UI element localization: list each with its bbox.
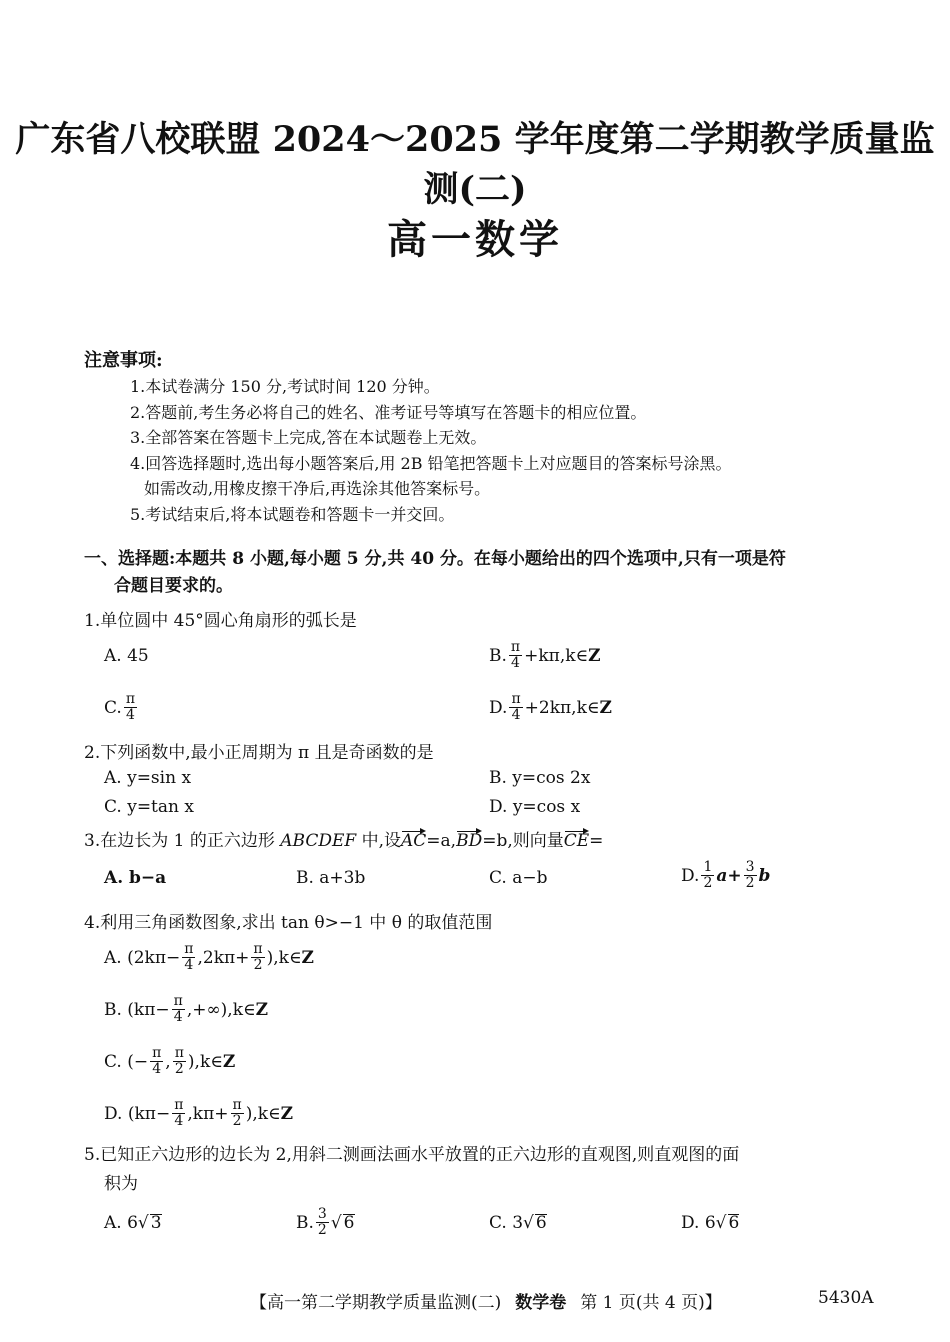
question-4-stem: 4.利用三角函数图象,求出 tan θ>−1 中 θ 的取值范围 [84,913,493,933]
option-text: D. 6 [681,1213,716,1233]
set-symbol: Z [301,947,314,968]
option-text: D. (kπ− [104,1103,171,1124]
radicand: 6 [728,1213,740,1233]
q3-option-c: C. a−b [489,868,548,888]
fraction: $\frac{\pi}{2}$ [253,941,263,973]
fraction: $\frac{1}{2}$ [703,859,713,891]
stem-text: 3.在边长为 1 的正六边形 [84,831,281,851]
fraction: $\frac{3}{2}$ [317,1206,327,1238]
option-text: ),k∈ [266,947,302,968]
notice-list [130,374,732,527]
notice-item: 1.本试卷满分 150 分,考试时间 120 分钟。 [130,377,440,396]
q1-option-d [489,692,612,723]
vector-ce: CE [563,831,590,851]
q4-option-d [104,1098,293,1129]
q5-option-c [489,1213,547,1233]
fraction: $\frac{\pi}{4}$ [510,639,521,671]
q5-option-a [104,1213,162,1233]
footer-exam-name: 【高一第二学期教学质量监测(二) [250,1293,502,1313]
option-text: +2kπ,k∈ [524,697,600,718]
notice-item: 2.答题前,考生务必将自己的姓名、准考证号等填写在答题卡的相应位置。 [130,402,647,422]
set-symbol: Z [280,1103,294,1124]
q2-option-a: A. y=sin x [104,768,192,788]
paper-code: 5430A [818,1288,874,1308]
radicand: 3 [150,1213,162,1233]
q5-option-d [681,1213,739,1233]
exam-title: 广东省八校联盟 2024～2025 学年度第二学期教学质量监测(二) [15,119,935,210]
page-footer [250,1288,722,1313]
option-text: A. 6 [104,1213,138,1233]
fraction: $\frac{\pi}{4}$ [184,941,194,973]
section-heading-line: 一、选择题:本题共 8 小题,每小题 5 分,共 40 分。在每小题给出的四个选项中,只有一项是符 [84,549,786,569]
q2-option-c: C. y=tan x [104,797,194,817]
footer-page-number: 第 1 页(共 4 页)】 [580,1293,722,1313]
stem-text: =a, [426,831,457,851]
set-symbol: Z [222,1051,236,1072]
stem-text: = [589,831,604,851]
option-text: ),k∈ [245,1103,281,1124]
hexagon-name: ABCDEF [280,831,357,851]
stem-text: =b,则向量 [482,831,564,851]
fraction: $\frac{\pi}{4}$ [125,691,136,723]
q4-option-b [104,994,268,1025]
option-label: B. [489,645,507,666]
q4-option-a [104,942,314,973]
question-1-stem: 1.单位圆中 45°圆心角扇形的弧长是 [84,611,357,631]
option-label: D. [489,697,508,718]
radicand: 6 [535,1213,547,1233]
set-symbol: Z [255,999,269,1020]
q1-option-c [104,692,139,723]
notice-item: 3.全部答案在答题卡上完成,答在本试题卷上无效。 [130,428,487,447]
stem-line: 5.已知正六边形的边长为 2,用斜二测画法画水平放置的正六边形的直观图,则直观图的面 [84,1145,740,1165]
option-label: B. [296,1212,314,1233]
q2-option-b: B. y=cos 2x [489,768,591,788]
option-text: +kπ,k∈ [524,645,589,666]
option-text: ,2kπ+ [197,947,250,968]
fraction: $\frac{3}{2}$ [745,859,755,891]
vector-ac: AC [401,831,427,851]
option-label: D. [681,865,700,886]
option-text: ,+∞),k∈ [186,999,256,1020]
q5-option-b [296,1207,355,1238]
option-label: C. [104,697,122,718]
option-text: B. (kπ− [104,999,170,1020]
option-text: , [165,1051,171,1072]
exam-subject-title: 高一数学 [387,216,563,263]
fraction: $\frac{\pi}{4}$ [174,1097,184,1129]
section-heading [84,546,874,600]
sqrt-symbol: √ [715,1213,727,1233]
section-heading-line: 合题目要求的。 [114,576,233,596]
fraction: $\frac{\pi}{2}$ [232,1097,242,1129]
radicand: 6 [343,1212,355,1233]
sqrt-symbol: √ [137,1213,149,1233]
notice-item: 如需改动,用橡皮擦干净后,再选涂其他答案标号。 [144,479,491,498]
question-2-stem: 2.下列函数中,最小正周期为 π 且是奇函数的是 [84,743,434,763]
option-text: ,kπ+ [187,1103,229,1124]
set-symbol: Z [599,697,612,718]
sqrt-symbol: √ [523,1213,534,1233]
option-text: a+ [716,865,742,886]
q1-option-a: A. 45 [104,646,149,666]
option-text: A. (2kπ− [104,947,181,968]
q3-option-a: A. b−a [104,868,167,888]
option-text: ),k∈ [187,1051,223,1072]
notice-heading: 注意事项: [84,350,163,371]
q3-option-d [681,860,770,891]
question-3-stem [84,826,603,851]
fraction: $\frac{\pi}{4}$ [173,993,183,1025]
option-text: C. 3 [489,1213,524,1233]
footer-subject: 数学卷 [515,1293,567,1313]
set-symbol: Z [588,645,601,666]
fraction: $\frac{\pi}{4}$ [511,691,521,723]
q1-option-b [489,640,601,671]
fraction: $\frac{\pi}{2}$ [174,1045,184,1077]
q2-option-d: D. y=cos x [489,797,581,817]
option-text: C. (− [104,1051,149,1072]
fraction: $\frac{\pi}{4}$ [152,1045,162,1077]
vector-bd: BD [456,831,483,851]
notice-item: 4.回答选择题时,选出每小题答案后,用 2B 铅笔把答题卡上对应题目的答案标号涂黑。 [130,453,732,473]
q4-option-c [104,1046,235,1077]
option-text: b [758,865,771,886]
notice-item: 5.考试结束后,将本试题卷和答题卡一并交回。 [130,504,455,524]
stem-text: 中,设 [356,831,401,851]
q3-option-b: B. a+3b [296,868,366,888]
stem-line: 积为 [104,1174,138,1194]
sqrt-symbol: √ [330,1212,342,1233]
question-5-stem [84,1141,874,1199]
